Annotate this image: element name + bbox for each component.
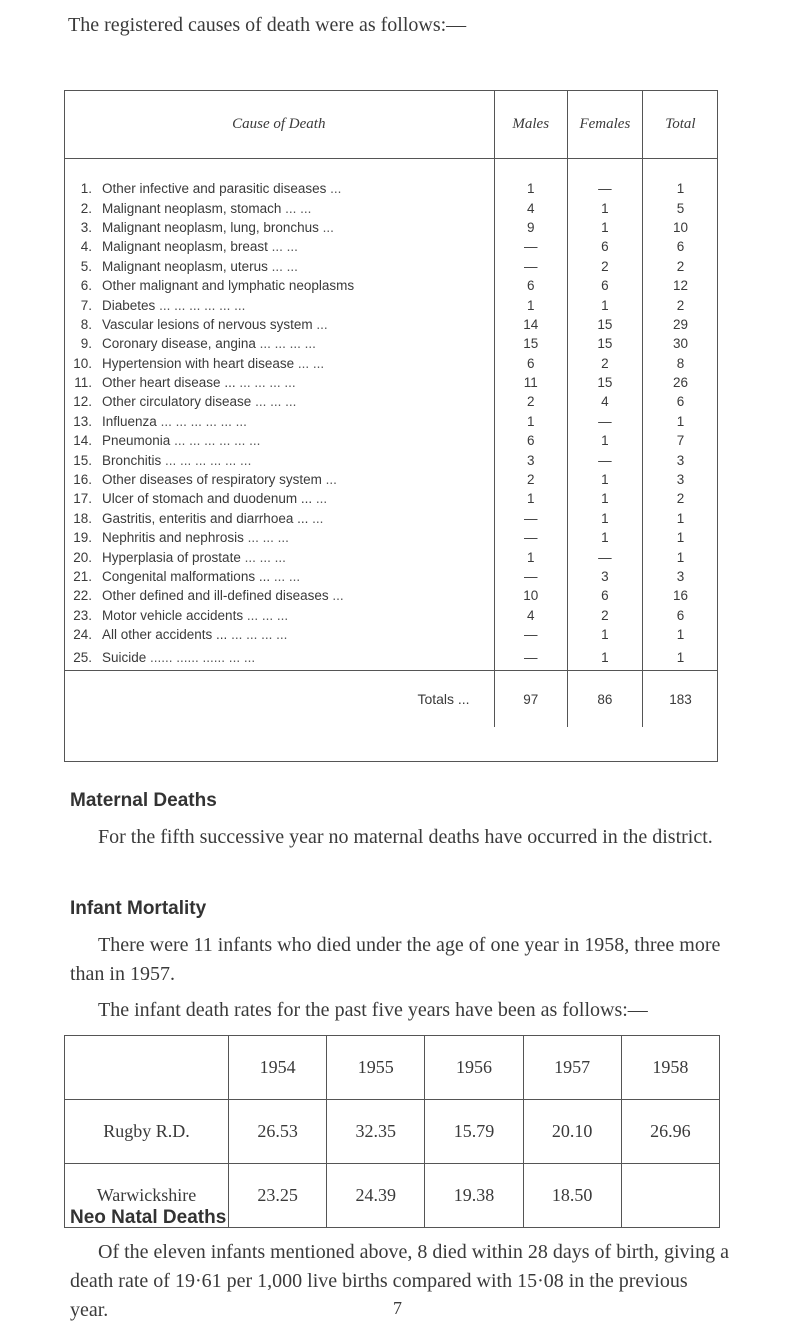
total-cell: 1 <box>676 530 685 546</box>
cause-label: Ulcer of stomach and duodenum ... <box>102 491 313 507</box>
row-number: 8. <box>80 316 92 332</box>
causes-body <box>64 159 718 728</box>
leader-dots: ... <box>315 491 328 507</box>
total-cell: 3 <box>676 472 685 488</box>
row-number: 18. <box>73 510 92 526</box>
row-number: 24. <box>73 627 92 643</box>
cause-label: Diabetes <box>102 297 156 313</box>
table-row <box>64 392 718 411</box>
males-cell: 1 <box>494 179 567 198</box>
year-cell: 1955 <box>327 1036 425 1100</box>
leader-dots: ... ... ... ... ... ... <box>174 433 261 449</box>
total-cell: 6 <box>676 394 685 410</box>
cause-cell <box>64 276 494 295</box>
males-cell: 10 <box>494 586 567 605</box>
males-cell: 1 <box>494 295 567 314</box>
rate-cell: 20.10 <box>523 1100 621 1164</box>
leader-dots: ... ... <box>271 258 298 274</box>
males-cell: 6 <box>494 276 567 295</box>
row-number: 9. <box>80 336 92 352</box>
leader-dots: ... ... <box>271 239 298 255</box>
total-cell: 1 <box>676 510 685 526</box>
cause-label: Suicide <box>102 649 147 665</box>
header-females: Females <box>567 90 642 159</box>
cause-label: Malignant neoplasm, stomach <box>102 200 282 216</box>
leader-dots: ... <box>332 588 344 604</box>
total-cell: 5 <box>676 200 685 216</box>
row-number: 3. <box>80 219 92 235</box>
females-cell: 6 <box>567 276 642 295</box>
females-cell: 6 <box>567 586 642 605</box>
table-row <box>64 276 718 295</box>
row-number: 20. <box>73 549 92 565</box>
table-row <box>64 218 718 237</box>
cause-cell <box>64 586 494 605</box>
males-cell: 1 <box>494 412 567 431</box>
females-cell: 6 <box>567 237 642 256</box>
infant-heading: Infant Mortality <box>70 898 207 919</box>
females-cell: — <box>567 179 642 198</box>
intro-text: The registered causes of death were as follows:— <box>68 14 467 36</box>
region-label: Warwickshire <box>65 1164 229 1228</box>
females-cell: 1 <box>567 528 642 547</box>
leader-dots: ... <box>316 316 328 332</box>
cause-label: Nephritis and nephrosis <box>102 530 244 546</box>
infant-text-2: The infant death rates for the past five years have been as follows:— <box>98 999 648 1021</box>
row-number: 15. <box>73 452 92 468</box>
cause-label: Other diseases of respiratory system <box>102 472 322 488</box>
row-number: 4. <box>80 239 92 255</box>
total-cell: 1 <box>676 181 685 197</box>
females-cell: 1 <box>567 509 642 528</box>
cause-cell <box>64 334 494 353</box>
row-number: 14. <box>73 433 92 449</box>
total-cell: 2 <box>676 297 685 313</box>
cause-cell <box>64 257 494 276</box>
females-cell: 15 <box>567 373 642 392</box>
row-number: 5. <box>80 258 92 274</box>
males-cell: 3 <box>494 450 567 469</box>
cause-label: Malignant neoplasm, lung, bronchus <box>102 219 319 235</box>
cause-label: Hyperplasia of prostate <box>102 549 241 565</box>
males-cell: — <box>494 509 567 528</box>
row-number: 10. <box>73 355 92 371</box>
row-number: 17. <box>73 491 92 507</box>
table-row <box>64 625 718 644</box>
cause-cell <box>64 392 494 411</box>
leader-dots: ... ... ... <box>255 394 297 410</box>
row-number: 11. <box>74 375 92 391</box>
males-cell: 11 <box>494 373 567 392</box>
females-cell: 15 <box>567 334 642 353</box>
females-cell: 1 <box>567 470 642 489</box>
cause-cell <box>64 489 494 508</box>
header-males: Males <box>494 90 567 159</box>
table-header-row <box>64 90 718 159</box>
table-row <box>64 412 718 431</box>
totals-females: 86 <box>567 671 642 728</box>
rates-corner-cell <box>65 1036 229 1100</box>
table-row <box>64 257 718 276</box>
females-cell: 1 <box>567 644 642 671</box>
cause-label: All other accidents ... <box>102 627 228 643</box>
females-cell: 1 <box>567 625 642 644</box>
cause-label: Congenital malformations ... <box>102 569 271 584</box>
males-cell: — <box>494 567 567 586</box>
infant-text-1: There were 11 infants who died under the age of one year in 1958, three more than in 1957. <box>70 934 721 985</box>
leader-dots: ... ... ... ... ... ... <box>159 297 246 313</box>
females-cell: 1 <box>567 218 642 237</box>
females-cell: 1 <box>567 431 642 450</box>
leader-dots: ... <box>322 219 334 235</box>
cause-label: Other heart disease ... <box>102 375 236 391</box>
maternal-text: For the fifth successive year no maternal deaths have occurred in the district. <box>98 826 713 848</box>
females-cell: — <box>567 547 642 566</box>
rates-row-rugby <box>65 1100 720 1164</box>
cause-cell <box>64 179 494 198</box>
leader-dots: ... ... ... ... ... ... <box>165 452 252 468</box>
row-number: 22. <box>73 588 92 604</box>
total-cell: 6 <box>676 607 685 623</box>
cause-cell <box>64 295 494 314</box>
leader-dots: ... ... ... ... <box>231 627 288 643</box>
rate-cell: 26.53 <box>229 1100 327 1164</box>
rate-cell <box>621 1164 719 1228</box>
year-cell: 1958 <box>621 1036 719 1100</box>
neo-natal-text: Of the eleven infants mentioned above, 8 died within 28 days of birth, giving a death rate of 19·61 per 1,000 live births compared with 15·08 in the previous year. <box>70 1241 729 1321</box>
table-row <box>64 198 718 217</box>
females-cell: 15 <box>567 315 642 334</box>
cause-label: Influenza <box>102 413 157 429</box>
males-cell: 2 <box>494 392 567 411</box>
table-row <box>64 644 718 671</box>
table-row <box>64 489 718 508</box>
cause-label: Other malignant and lymphatic neoplasms <box>102 278 355 294</box>
cause-label: Coronary disease, angina <box>102 336 256 352</box>
cause-cell <box>64 509 494 528</box>
rates-header-row <box>65 1036 720 1100</box>
females-cell: 2 <box>567 354 642 373</box>
males-cell: 6 <box>494 431 567 450</box>
rate-cell: 19.38 <box>425 1164 523 1228</box>
table-row <box>64 567 718 586</box>
males-cell: 9 <box>494 218 567 237</box>
cause-cell <box>64 315 494 334</box>
leader-dots: ... ... ... ... <box>239 375 296 391</box>
row-number: 1. <box>80 181 92 197</box>
cause-cell <box>64 431 494 450</box>
females-cell: 1 <box>567 198 642 217</box>
year-cell: 1956 <box>425 1036 523 1100</box>
males-cell: 6 <box>494 354 567 373</box>
total-cell: 26 <box>672 375 688 391</box>
table-row <box>64 450 718 469</box>
header-cause: Cause of Death <box>64 90 494 159</box>
rate-cell: 32.35 <box>327 1100 425 1164</box>
males-cell: 2 <box>494 470 567 489</box>
row-number: 19. <box>73 530 92 546</box>
table-row <box>64 315 718 334</box>
leader-dots: ... ... <box>273 569 301 584</box>
total-cell: 29 <box>672 316 688 332</box>
table-row <box>64 528 718 547</box>
row-number: 16. <box>73 472 92 488</box>
table-row <box>64 373 718 392</box>
leader-dots: ... ... <box>285 200 312 216</box>
cause-label: Malignant neoplasm, breast <box>102 239 268 255</box>
cause-cell <box>64 218 494 237</box>
row-number: 7. <box>80 297 92 313</box>
causes-of-death-table <box>64 90 718 727</box>
row-number: 25. <box>73 649 92 665</box>
leader-dots: ... ... ... ... ... ... <box>160 413 247 429</box>
totals-total: 183 <box>642 671 718 728</box>
females-cell: 2 <box>567 257 642 276</box>
cause-cell <box>64 198 494 217</box>
header-total: Total <box>642 90 718 159</box>
total-cell: 2 <box>676 491 685 507</box>
cause-cell <box>64 547 494 566</box>
cause-label: Other defined and ill-defined diseases <box>102 588 329 604</box>
cause-label: Motor vehicle accidents <box>102 607 244 623</box>
total-cell: 7 <box>676 433 685 449</box>
females-cell: 1 <box>567 489 642 508</box>
females-cell: 1 <box>567 295 642 314</box>
females-cell: 4 <box>567 392 642 411</box>
males-cell: — <box>494 625 567 644</box>
cause-cell <box>64 373 494 392</box>
cause-cell <box>64 354 494 373</box>
leader-dots: ...... ...... ...... ... ... <box>150 649 256 665</box>
table-row <box>64 431 718 450</box>
row-number: 13. <box>73 413 92 429</box>
males-cell: 15 <box>494 334 567 353</box>
year-cell: 1957 <box>523 1036 621 1100</box>
females-cell: — <box>567 412 642 431</box>
leader-dots: ... <box>325 472 337 488</box>
males-cell: — <box>494 644 567 671</box>
infant-rates-table <box>64 1035 720 1228</box>
leader-dots: ... <box>312 510 324 526</box>
cause-label: Gastritis, enteritis and diarrhoea ... <box>102 510 309 526</box>
page-number: 7 <box>393 1298 402 1318</box>
total-cell: 6 <box>676 239 685 255</box>
table-row <box>64 354 718 373</box>
total-cell: 10 <box>672 219 688 235</box>
total-cell: 1 <box>676 627 685 643</box>
totals-row <box>64 671 718 728</box>
neo-natal-heading: Neo Natal Deaths <box>70 1207 227 1228</box>
table-row <box>64 237 718 256</box>
females-cell: 3 <box>567 567 642 586</box>
leader-dots: ... ... ... ... <box>259 336 316 352</box>
year-cell: 1954 <box>229 1036 327 1100</box>
table-row <box>64 606 718 625</box>
females-cell: 2 <box>567 606 642 625</box>
rate-cell: 26.96 <box>621 1100 719 1164</box>
cause-label: Malignant neoplasm, uterus <box>102 258 268 274</box>
rate-cell: 24.39 <box>327 1164 425 1228</box>
males-cell: 4 <box>494 198 567 217</box>
row-number: 2. <box>80 200 92 216</box>
cause-cell <box>64 470 494 489</box>
row-number: 12. <box>73 394 92 410</box>
cause-label: Other infective and parasitic diseases <box>102 181 327 197</box>
total-cell: 30 <box>672 336 688 352</box>
cause-label: Other circulatory disease <box>102 394 252 410</box>
rate-cell: 18.50 <box>523 1164 621 1228</box>
males-cell: — <box>494 257 567 276</box>
table-row <box>64 509 718 528</box>
totals-males: 97 <box>494 671 567 728</box>
table-row <box>64 470 718 489</box>
totals-label: Totals ... <box>64 671 494 728</box>
row-number: 21. <box>73 569 92 584</box>
cause-label: Hypertension with heart disease <box>102 355 295 371</box>
males-cell: 1 <box>494 489 567 508</box>
males-cell: — <box>494 528 567 547</box>
males-cell: 14 <box>494 315 567 334</box>
total-cell: 16 <box>672 588 688 604</box>
leader-dots: ... ... ... <box>244 549 286 565</box>
total-cell: 2 <box>676 258 685 274</box>
table-row <box>64 334 718 353</box>
cause-cell <box>64 450 494 469</box>
females-cell: — <box>567 450 642 469</box>
cause-cell <box>64 644 494 671</box>
total-cell: 1 <box>676 649 685 665</box>
cause-cell <box>64 412 494 431</box>
cause-label: Bronchitis <box>102 452 162 468</box>
males-cell: 4 <box>494 606 567 625</box>
rate-cell: 23.25 <box>229 1164 327 1228</box>
total-cell: 12 <box>672 278 688 294</box>
cause-label: Pneumonia <box>102 433 171 449</box>
row-number: 6. <box>80 278 92 294</box>
table-row <box>64 295 718 314</box>
table-row <box>64 586 718 605</box>
table-row <box>64 547 718 566</box>
cause-cell <box>64 606 494 625</box>
cause-cell <box>64 237 494 256</box>
rate-cell: 15.79 <box>425 1100 523 1164</box>
leader-dots: ... ... ... <box>246 607 289 623</box>
total-cell: 3 <box>676 569 685 584</box>
spacer-row <box>64 159 718 180</box>
maternal-heading: Maternal Deaths <box>70 790 217 811</box>
leader-dots: ... ... ... <box>247 530 289 546</box>
leader-dots: ... <box>330 181 342 197</box>
table-row <box>64 179 718 198</box>
cause-cell <box>64 528 494 547</box>
total-cell: 1 <box>676 549 685 565</box>
males-cell: — <box>494 237 567 256</box>
cause-cell <box>64 625 494 644</box>
total-cell: 1 <box>676 413 685 429</box>
leader-dots: ... ... <box>297 355 325 371</box>
cause-label: Vascular lesions of nervous system <box>102 316 313 332</box>
cause-cell <box>64 567 494 586</box>
region-label: Rugby R.D. <box>65 1100 229 1164</box>
total-cell: 8 <box>676 355 685 371</box>
row-number: 23. <box>73 607 92 623</box>
total-cell: 3 <box>676 452 685 468</box>
males-cell: 1 <box>494 547 567 566</box>
